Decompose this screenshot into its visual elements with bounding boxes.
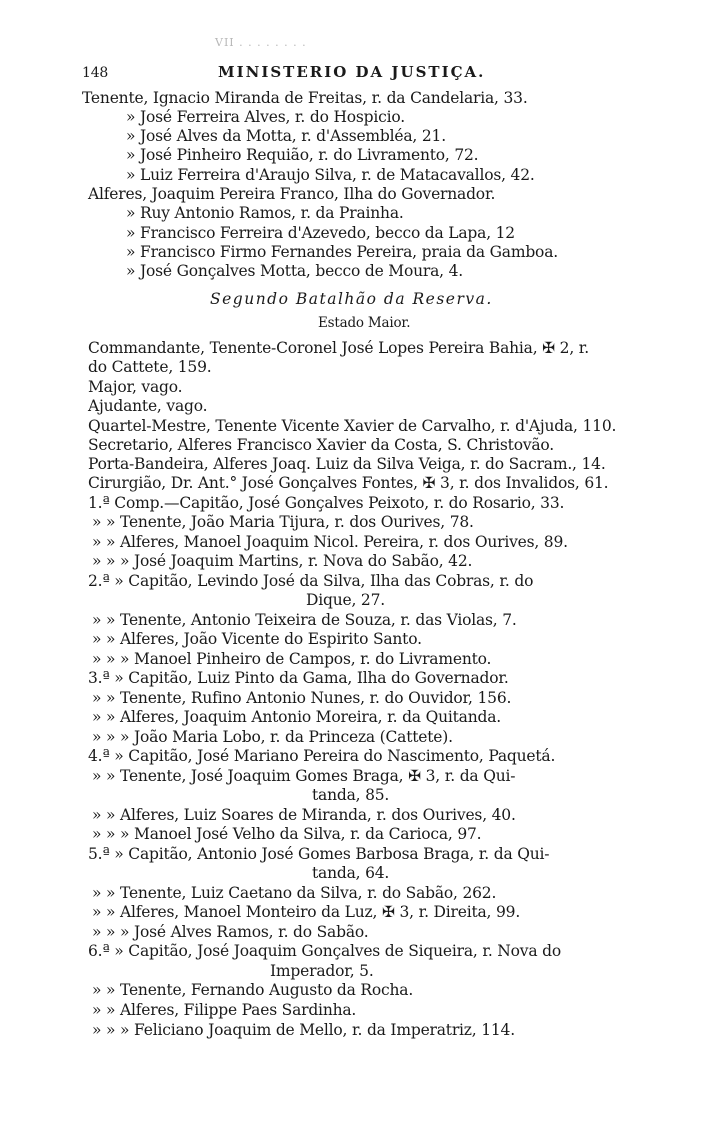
text-line: » Francisco Ferreira d'Azevedo, becco da Lapa, 12 [126, 224, 515, 242]
text-line: Tenente, Ignacio Miranda de Freitas, r. da Candelaria, 33. [82, 89, 528, 107]
text-line: Cirurgião, Dr. Ant.° José Gonçalves Fontes, ✠ 3, r. dos Invalidos, 61. [88, 474, 609, 492]
text-line: Secretario, Alferes Francisco Xavier da Costa, S. Christovão. [88, 436, 555, 454]
text-line: Alferes, Joaquim Pereira Franco, Ilha do Governador. [88, 185, 496, 203]
text-line: » José Pinheiro Requião, r. do Livramento, 72. [126, 146, 479, 164]
text-line: 6.ª » Capitão, José Joaquim Gonçalves de Siqueira, r. Nova do [88, 942, 561, 960]
text-line: tanda, 64. [312, 864, 390, 882]
text-line: » » Tenente, José Joaquim Gomes Braga, ✠ 3, r. da Qui- [92, 767, 516, 785]
text-line: » » Tenente, Luiz Caetano da Silva, r. do Sabão, 262. [92, 884, 497, 902]
text-line: 3.ª » Capitão, Luiz Pinto da Gama, Ilha do Governador. [88, 669, 509, 687]
text-line: » » Tenente, Antonio Teixeira de Souza, r. das Violas, 7. [92, 611, 517, 629]
text-line: » » Tenente, Fernando Augusto da Rocha. [92, 981, 414, 999]
text-line: » » Alferes, Luiz Soares de Miranda, r. dos Ourives, 40. [92, 806, 516, 824]
text-line: Porta-Bandeira, Alferes Joaq. Luiz da Silva Veiga, r. do Sacram., 14. [88, 455, 606, 473]
text-line: » » » José Joaquim Martins, r. Nova do Sabão, 42. [92, 552, 473, 570]
text-line: tanda, 85. [312, 786, 390, 804]
text-line: » » Tenente, João Maria Tijura, r. dos Ourives, 78. [92, 513, 474, 531]
text-line: 1.ª Comp.—Capitão, José Gonçalves Peixoto, r. do Rosario, 33. [88, 494, 565, 512]
text-line: » » Alferes, Manoel Monteiro da Luz, ✠ 3, r. Direita, 99. [92, 903, 521, 921]
text-line: » Ruy Antonio Ramos, r. da Prainha. [126, 204, 404, 222]
text-line: » » » Feliciano Joaquim de Mello, r. da Imperatriz, 114. [92, 1021, 515, 1039]
text-line: Major, vago. [88, 378, 183, 396]
text-line: » José Gonçalves Motta, becco de Moura, 4. [126, 262, 463, 280]
text-line: Dique, 27. [306, 591, 385, 609]
subsection-title: Estado Maior. [318, 315, 411, 331]
text-line: » » Alferes, João Vicente do Espirito Santo. [92, 630, 422, 648]
text-line: Quartel-Mestre, Tenente Vicente Xavier de Carvalho, r. d'Ajuda, 110. [88, 417, 617, 435]
page-title: MINISTERIO DA JUSTIÇA. [218, 63, 486, 81]
text-line: » José Ferreira Alves, r. do Hospicio. [126, 108, 405, 126]
text-line: » » » João Maria Lobo, r. da Princeza (Cattete). [92, 728, 453, 746]
text-line: do Cattete, 159. [88, 358, 212, 376]
text-line: » José Alves da Motta, r. d'Assembléa, 21. [126, 127, 446, 145]
text-line: » » Alferes, Manoel Joaquim Nicol. Pereira, r. dos Ourives, 89. [92, 533, 568, 551]
text-line: Commandante, Tenente-Coronel José Lopes Pereira Bahia, ✠ 2, r. [88, 339, 590, 357]
text-line: Ajudante, vago. [88, 397, 208, 415]
text-line: » » » Manoel José Velho da Silva, r. da Carioca, 97. [92, 825, 482, 843]
bleed-through-text: VII . . . . . . . . [215, 36, 307, 49]
text-line: » » Alferes, Joaquim Antonio Moreira, r. da Quitanda. [92, 708, 501, 726]
text-line: » Luiz Ferreira d'Araujo Silva, r. de Matacavallos, 42. [126, 166, 535, 184]
text-line: » » Tenente, Rufino Antonio Nunes, r. do Ouvidor, 156. [92, 689, 512, 707]
text-line: 5.ª » Capitão, Antonio José Gomes Barbosa Braga, r. da Qui- [88, 845, 550, 863]
text-line: » » » José Alves Ramos, r. do Sabão. [92, 923, 369, 941]
text-line: » » » Manoel Pinheiro de Campos, r. do Livramento. [92, 650, 492, 668]
text-line: » » Alferes, Filippe Paes Sardinha. [92, 1001, 357, 1019]
page-number: 148 [82, 65, 109, 81]
text-line: 2.ª » Capitão, Levindo José da Silva, Ilha das Cobras, r. do [88, 572, 534, 590]
text-line: 4.ª » Capitão, José Mariano Pereira do Nascimento, Paquetá. [88, 747, 556, 765]
section-title: Segundo Batalhão da Reserva. [210, 290, 493, 308]
text-line: » Francisco Firmo Fernandes Pereira, praia da Gamboa. [126, 243, 558, 261]
text-line: Imperador, 5. [270, 962, 374, 980]
